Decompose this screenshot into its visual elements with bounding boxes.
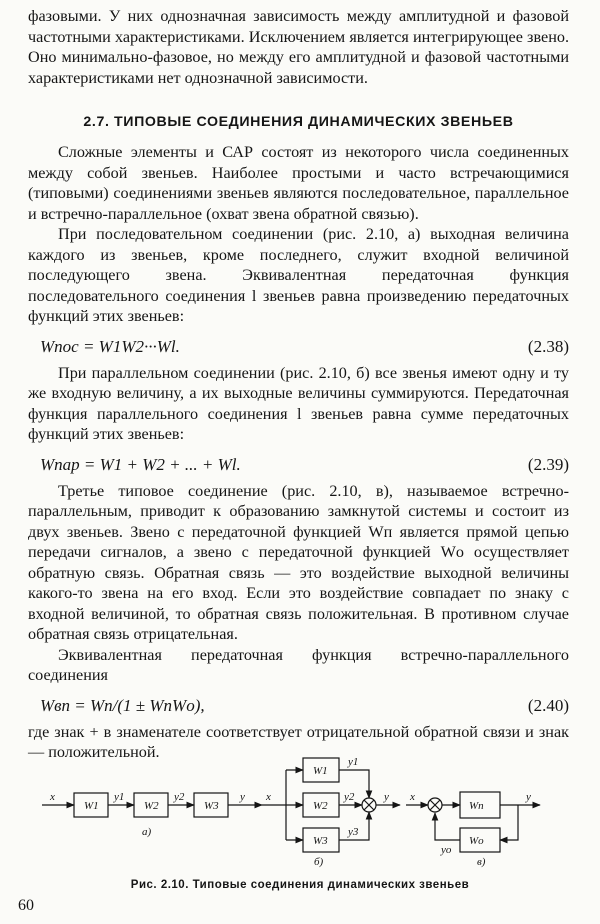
- signal-y2: y2: [344, 791, 355, 803]
- block-w2-label: W2: [313, 800, 328, 812]
- formula-number: (2.38): [527, 336, 569, 356]
- block-w3-label: W3: [204, 800, 219, 812]
- signal-y1: y1: [348, 756, 359, 768]
- figure-2-10: [0, 748, 600, 888]
- formula-number: (2.40): [527, 695, 569, 715]
- intro-paragraph: фазовыми. У них однозначная зависимость между амплитудной и фазовой частотными характеристиками. Исключением является интегрирующее звено. Оно минимально-фазовое, но между его амплитудной и фазовой частотными характеристиками нет однозначной зависимости.: [28, 7, 569, 87]
- paragraph-1: Сложные элементы и САР состоят из некоторого числа соединенных между собой звеньев. Наиболее простыми и часто встречающимися (типовыми) соединениями звеньев являются последовательное, параллельное и встречно-параллельное (охват звена обратной связью).: [28, 143, 569, 223]
- signal-y: y: [526, 791, 531, 803]
- formula-2-38: [28, 337, 569, 357]
- paragraph-3: При параллельном соединении (рис. 2.10, б) все звенья имеют одну и ту же входную величину, а их выходные величины суммируются. Передаточная функция параллельного соединения l звеньев равна сумме передаточных функций этих звеньев:: [28, 363, 569, 443]
- signal-y3: y3: [348, 826, 359, 838]
- label-c: в): [477, 856, 486, 868]
- block-diagrams: [0, 748, 600, 888]
- paragraph-6: где знак + в знаменателе соответствует отрицательной обратной связи и знак — положительной.: [28, 722, 569, 761]
- signal-y: y: [240, 791, 245, 803]
- page-number: 60: [18, 897, 34, 914]
- label-a: а): [142, 826, 152, 838]
- block-w2-label: W2: [144, 800, 159, 812]
- formula-2-39: [28, 455, 569, 475]
- paragraph-2: При последовательном соединении (рис. 2.10, а) выходная величина каждого из звеньев, кроме последнего, служит входной величиной последующего звена. Эквивалентная передаточная функция последовательного соединения l звеньев равна произведению передаточных функций этих звеньев:: [28, 225, 569, 325]
- formula-expression: Wвп = Wп/(1 ± WпWо),: [40, 695, 205, 715]
- signal-x: x: [50, 791, 55, 803]
- section-heading: 2.7. ТИПОВЫЕ СОЕДИНЕНИЯ ДИНАМИЧЕСКИХ ЗВЕНЬЕВ: [83, 114, 514, 130]
- diagram-parallel: [262, 758, 400, 852]
- block-w1-label: W1: [84, 800, 99, 812]
- formula-number: (2.39): [527, 454, 569, 474]
- paragraph-4: Третье типовое соединение (рис. 2.10, в), называемое встречно-параллельным, приводит к образованию замкнутой системы и состоит из двух звеньев. Звено с передаточной функцией Wп является прямой цепью передачи сигналов, а звено с передаточной функцией Wо осуществляет обратную связь. Обратная связь — это воздействие выходной величины какого-то звена на его вход. Если это воздействие совпадает по знаку с входной величиной, то обратная связь положительная. В противном случае обратная связь отрицательная.: [28, 481, 569, 643]
- formula-expression: Wпос = W1W2···Wl.: [40, 336, 180, 356]
- signal-y2: y2: [174, 791, 185, 803]
- block-w1-label: W1: [313, 765, 328, 777]
- block-wp-label: Wп: [469, 800, 484, 812]
- signal-y1: y1: [114, 791, 125, 803]
- label-b: б): [314, 856, 324, 868]
- figure-caption: Рис. 2.10. Типовые соединения динамических звеньев: [130, 879, 470, 891]
- signal-y: y: [384, 791, 389, 803]
- block-w3-label: W3: [313, 835, 328, 847]
- formula-expression: Wпар = W1 + W2 + ... + Wl.: [40, 454, 241, 474]
- signal-yo: yо: [441, 844, 452, 856]
- page-content: [28, 6, 569, 763]
- signal-x: x: [410, 791, 415, 803]
- formula-2-40: [28, 696, 569, 716]
- block-wo-label: Wо: [469, 835, 484, 847]
- signal-x: x: [266, 791, 271, 803]
- paragraph-5: Эквивалентная передаточная функция встречно-параллельного соединения: [28, 645, 569, 684]
